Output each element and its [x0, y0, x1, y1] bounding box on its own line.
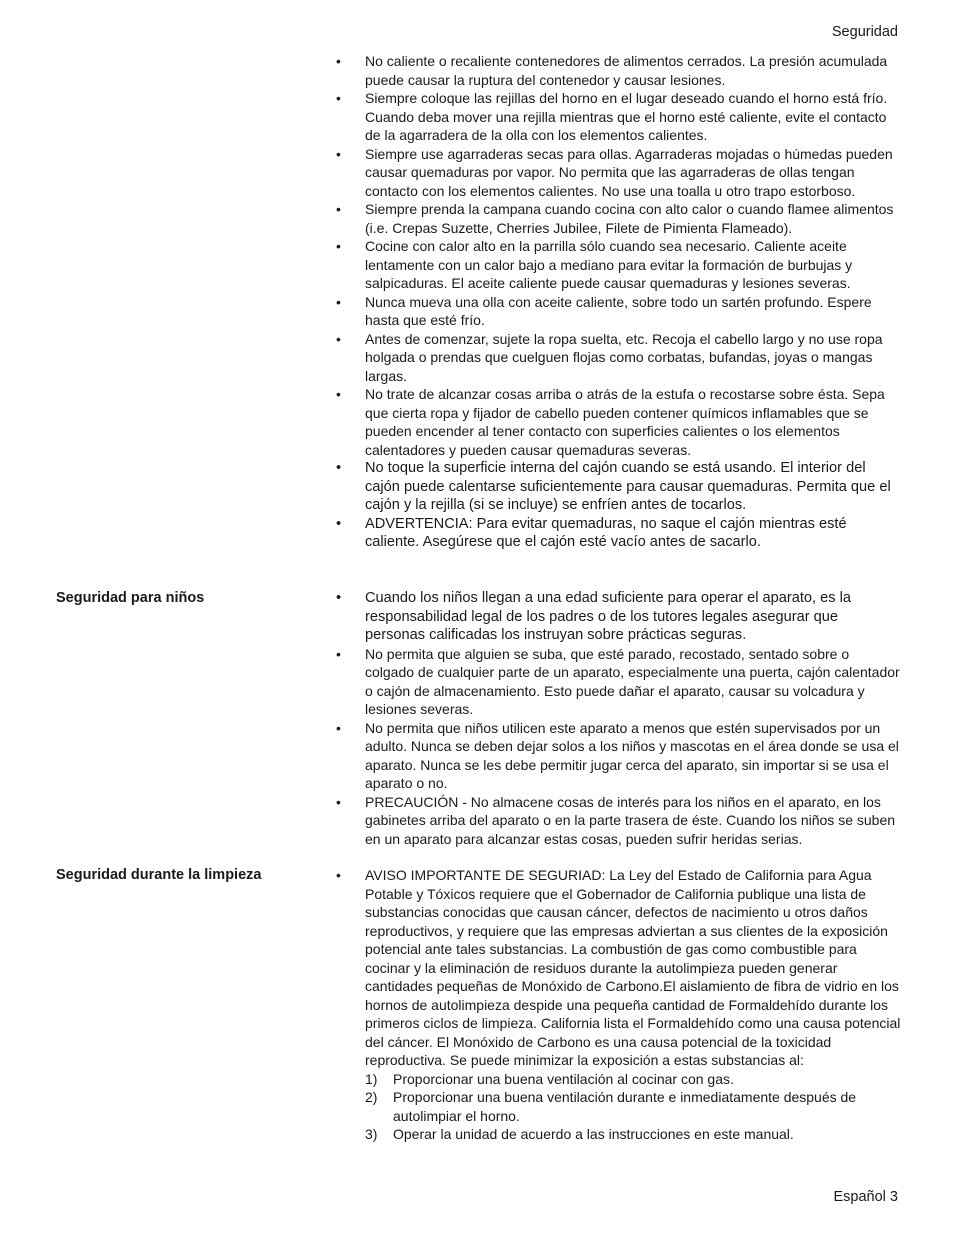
section-title: Seguridad durante la limpieza	[56, 867, 262, 883]
page-footer: Español 3	[833, 1189, 898, 1205]
bullet-icon: •	[336, 590, 342, 606]
list-item: • Cuando los niños llegan a una edad suficiente para operar el aparato, es la responsabilidad legal de los padres o de los tutores legales asegurar que personas calificadas los instruyan sobre prácticas seguras.	[336, 590, 851, 643]
numbered-item: 3) Operar la unidad de acuerdo a las instrucciones en este manual.	[365, 1126, 794, 1142]
list-item: • PRECAUCIÓN - No almacene cosas de interés para los niños en el aparato, en los gabinetes arriba del aparato o en la parte trasera de éste. Cuando los niños se suben en un aparato para alcanzar estas cosas, pueden sufrir heridas serias.	[336, 793, 896, 847]
list-item: • No trate de alcanzar cosas arriba o atrás de la estufa o recostarse sobre ésta. Sepa que cierta ropa y fijador de cabello pueden contener químicos inflamables que se pueden encender al tener contacto con superficies calientes o los elementos calentadores y pueden causar quemaduras severas.	[336, 386, 885, 458]
bullet-icon: •	[336, 460, 342, 476]
bullet-icon: •	[336, 238, 341, 254]
bullet-icon: •	[336, 90, 341, 106]
list-item: • Cocine con calor alto en la parrilla sólo cuando sea necesario. Caliente aceite lentamente con un calor bajo a mediano para evitar la formación de burbujas y salpicaduras. El aceite caliente puede causar quemaduras y lesiones severas.	[336, 238, 853, 291]
list-item: • Antes de comenzar, sujete la ropa suelta, etc. Recoja el cabello largo y no use ropa holgada o prendas que cuelguen flojas como corbatas, bufandas, joyas o mangas largas.	[336, 330, 883, 384]
list-item: • Siempre prenda la campana cuando cocina con alto calor o cuando flamee alimentos (i.e. Crepas Suzette, Cherries Jubilee, Filete de Pimienta Flameado).	[336, 201, 894, 236]
list-item: • AVISO IMPORTANTE DE SEGURIAD: La Ley del Estado de California para Agua Potable y Tóxicos requiere que el Gobernador de California publique una lista de substancias conocidas que causan cáncer, defectos de nacimiento u otros daños reproductivos, y requiere que las empresas adviertan a sus clientes de la exposición potencial ante tales substancias. La combustión de gas como combustible para cocinar y la eliminación de residuos durante la autolimpieza pueden generar cantidades pequeñas de Monóxido de Carbono.El aislamiento de fibra de vidrio en los hornos de autolimpieza despide una pequeña cantidad de Formaldehído durante los primeros ciclos de limpieza. California lista el Formaldehído como una causa potencial del cáncer. El Monóxido de Carbono es una causa potencial de la toxicidad reproductiva. Se puede minimizar la exposición a estas substancias al:	[336, 867, 901, 1068]
bullet-icon: •	[336, 53, 341, 69]
bullet-list	[336, 52, 902, 552]
list-item: • No caliente o recaliente contenedores de alimentos cerrados. La presión acumulada puede causar la ruptura del contenedor y causar lesiones.	[336, 53, 888, 88]
list-item: • ADVERTENCIA: Para evitar quemaduras, no saque el cajón mientras esté caliente. Asegúrese que el cajón esté vacío antes de sacarlo.	[336, 515, 847, 550]
page-header: Seguridad	[831, 24, 898, 40]
bullet-icon: •	[336, 145, 341, 162]
list-item: • Siempre coloque las rejillas del horno en el lugar deseado cuando el horno está frío. Cuando deba mover una rejilla mientras que el horno esté caliente, evite el contacto de la agarradera de la olla con los elementos calientes.	[336, 90, 888, 143]
section-title: Seguridad para niños	[56, 590, 205, 606]
list-item: • Nunca mueva una olla con aceite caliente, sobre todo un sartén profundo. Espere hasta que esté frío.	[336, 293, 872, 328]
list-item: • No permita que alguien se suba, que esté parado, recostado, sentado sobre o colgado de cualquier parte de un aparato, especialmente una puerta, cajón calentador o cajón de almacenamiento. Esto puede dañar el aparato, causar su volcadura y lesiones severas.	[336, 645, 900, 717]
numbered-item: 2) Proporcionar una buena ventilación durante e inmediatamente después de autolimpiar el horno.	[365, 1089, 857, 1124]
numbered-item: 1) Proporcionar una buena ventilación al cocinar con gas.	[365, 1070, 734, 1087]
bullet-list	[336, 866, 902, 1144]
list-item: • No toque la superficie interna del cajón cuando se está usando. El interior del cajón puede calentarse suficientemente para causar quemaduras. Permita que el cajón y la rejilla (si se incluye) se enfríen antes de tocarlos.	[336, 460, 891, 513]
bullet-icon: •	[336, 201, 341, 217]
bullet-icon: •	[336, 793, 341, 810]
bullet-icon: •	[336, 515, 342, 532]
bullet-icon: •	[336, 867, 341, 883]
bullet-icon: •	[336, 645, 341, 662]
bullet-icon: •	[336, 293, 341, 310]
bullet-icon: •	[336, 330, 341, 347]
bullet-icon: •	[336, 386, 341, 402]
bullet-list	[336, 589, 902, 848]
list-item: • Siempre use agarraderas secas para ollas. Agarraderas mojadas o húmedas pueden causar quemaduras por vapor. No permita que las agarraderas de ollas tengan contacto con los elementos calientes. No use una toalla u otro trapo estorboso.	[336, 145, 893, 199]
list-item: • No permita que niños utilicen este aparato a menos que estén supervisados por un adulto. Nunca se deben dejar solos a los niños y mascotas en el área donde se usa el aparato. Nunca se les debe permitir jugar cerca del aparato, sin importar si se usa el aparato o no.	[336, 719, 899, 791]
bullet-icon: •	[336, 719, 341, 736]
